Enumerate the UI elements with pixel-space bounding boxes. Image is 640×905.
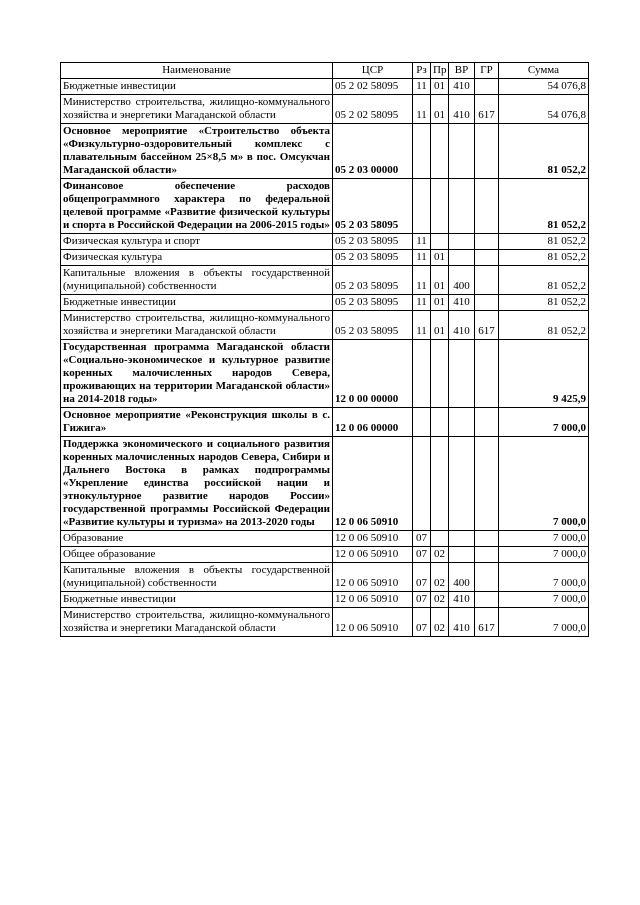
table-row xyxy=(61,608,589,637)
table-row xyxy=(61,340,589,408)
row-name: Физическая культура и спорт xyxy=(61,234,333,250)
row-gr xyxy=(475,340,499,408)
row-name: Общее образование xyxy=(61,547,333,563)
row-gr xyxy=(475,124,499,179)
header-pr: Пр xyxy=(431,63,449,79)
table-row xyxy=(61,547,589,563)
row-vr: 410 xyxy=(449,95,475,124)
header-row xyxy=(61,63,589,79)
table-row xyxy=(61,124,589,179)
row-sum: 9 425,9 xyxy=(499,340,589,408)
row-vr xyxy=(449,124,475,179)
row-sum: 81 052,2 xyxy=(499,179,589,234)
row-csr: 05 2 02 58095 xyxy=(333,79,413,95)
row-gr xyxy=(475,266,499,295)
row-rz: 11 xyxy=(413,234,431,250)
row-gr xyxy=(475,437,499,531)
row-name: Министерство строительства, жилищно-коммунального хозяйства и энергетики Магаданской области xyxy=(61,608,333,637)
table-body xyxy=(61,79,589,637)
row-gr: 617 xyxy=(475,95,499,124)
row-csr: 05 2 03 00000 xyxy=(333,124,413,179)
row-pr: 01 xyxy=(431,250,449,266)
row-csr: 12 0 00 00000 xyxy=(333,340,413,408)
header-csr: ЦСР xyxy=(333,63,413,79)
row-sum: 81 052,2 xyxy=(499,124,589,179)
row-gr xyxy=(475,408,499,437)
row-pr: 01 xyxy=(431,79,449,95)
row-rz xyxy=(413,179,431,234)
row-pr: 02 xyxy=(431,547,449,563)
row-csr: 12 0 06 50910 xyxy=(333,437,413,531)
row-rz xyxy=(413,340,431,408)
row-rz xyxy=(413,437,431,531)
row-pr xyxy=(431,437,449,531)
row-gr xyxy=(475,592,499,608)
row-sum: 7 000,0 xyxy=(499,608,589,637)
row-vr: 410 xyxy=(449,295,475,311)
row-gr xyxy=(475,531,499,547)
row-rz: 07 xyxy=(413,531,431,547)
row-sum: 7 000,0 xyxy=(499,437,589,531)
row-rz xyxy=(413,124,431,179)
row-vr xyxy=(449,408,475,437)
row-rz xyxy=(413,408,431,437)
row-rz: 11 xyxy=(413,266,431,295)
row-gr xyxy=(475,179,499,234)
row-pr xyxy=(431,124,449,179)
row-name: Бюджетные инвестиции xyxy=(61,592,333,608)
row-rz: 11 xyxy=(413,311,431,340)
budget-table xyxy=(60,62,589,637)
row-pr xyxy=(431,179,449,234)
row-name: Министерство строительства, жилищно-коммунального хозяйства и энергетики Магаданской области xyxy=(61,311,333,340)
row-sum: 54 076,8 xyxy=(499,79,589,95)
row-name: Финансовое обеспечение расходов общепрограммного характера по федеральной целевой программе «Развитие физической культуры и спорта в Российской Федерации на 2006-2015 годы» xyxy=(61,179,333,234)
table-row xyxy=(61,95,589,124)
row-rz: 07 xyxy=(413,608,431,637)
row-gr xyxy=(475,79,499,95)
row-rz: 07 xyxy=(413,563,431,592)
header-gr: ГР xyxy=(475,63,499,79)
row-csr: 12 0 06 00000 xyxy=(333,408,413,437)
row-vr xyxy=(449,234,475,250)
row-gr: 617 xyxy=(475,608,499,637)
header-sum: Сумма xyxy=(499,63,589,79)
row-pr xyxy=(431,408,449,437)
row-name: Бюджетные инвестиции xyxy=(61,79,333,95)
table-row xyxy=(61,531,589,547)
row-csr: 12 0 06 50910 xyxy=(333,608,413,637)
row-csr: 05 2 03 58095 xyxy=(333,179,413,234)
row-gr xyxy=(475,295,499,311)
row-pr xyxy=(431,340,449,408)
row-name: Образование xyxy=(61,531,333,547)
row-vr: 410 xyxy=(449,608,475,637)
table-row xyxy=(61,250,589,266)
row-pr: 02 xyxy=(431,563,449,592)
table-row xyxy=(61,295,589,311)
row-vr: 410 xyxy=(449,592,475,608)
row-sum: 81 052,2 xyxy=(499,266,589,295)
row-vr xyxy=(449,547,475,563)
row-name: Поддержка экономического и социального развития коренных малочисленных народов Севера, Сибири и Дальнего Востока в рамках подпрограммы «Укрепление единства российской нации и этнокультурное развитие народов России» государственной программы Российской Федерации «Развитие культуры и туризма» на 2013-2020 годы xyxy=(61,437,333,531)
header-vr: ВР xyxy=(449,63,475,79)
header-rz: Рз xyxy=(413,63,431,79)
row-sum: 7 000,0 xyxy=(499,563,589,592)
row-rz: 11 xyxy=(413,79,431,95)
row-name: Основное мероприятие «Реконструкция школы в с. Гижига» xyxy=(61,408,333,437)
row-pr: 01 xyxy=(431,95,449,124)
row-csr: 12 0 06 50910 xyxy=(333,592,413,608)
row-csr: 12 0 06 50910 xyxy=(333,547,413,563)
table-row xyxy=(61,563,589,592)
row-sum: 7 000,0 xyxy=(499,547,589,563)
row-name: Бюджетные инвестиции xyxy=(61,295,333,311)
header-name: Наименование xyxy=(61,63,333,79)
table-row xyxy=(61,437,589,531)
row-sum: 7 000,0 xyxy=(499,531,589,547)
row-vr xyxy=(449,531,475,547)
row-pr xyxy=(431,531,449,547)
row-csr: 05 2 03 58095 xyxy=(333,266,413,295)
row-vr: 410 xyxy=(449,79,475,95)
row-rz: 07 xyxy=(413,592,431,608)
row-csr: 05 2 03 58095 xyxy=(333,234,413,250)
row-vr xyxy=(449,250,475,266)
row-csr: 05 2 03 58095 xyxy=(333,311,413,340)
table-row xyxy=(61,592,589,608)
row-sum: 81 052,2 xyxy=(499,234,589,250)
row-vr xyxy=(449,179,475,234)
row-pr: 01 xyxy=(431,311,449,340)
row-sum: 54 076,8 xyxy=(499,95,589,124)
row-sum: 7 000,0 xyxy=(499,592,589,608)
row-pr: 01 xyxy=(431,266,449,295)
row-vr: 400 xyxy=(449,266,475,295)
row-sum: 7 000,0 xyxy=(499,408,589,437)
table-row xyxy=(61,234,589,250)
row-gr xyxy=(475,234,499,250)
row-name: Капитальные вложения в объекты государственной (муниципальной) собственности xyxy=(61,563,333,592)
row-sum: 81 052,2 xyxy=(499,295,589,311)
table-row xyxy=(61,408,589,437)
row-name: Основное мероприятие «Строительство объекта «Физкультурно-оздоровительный комплекс с плавательным бассейном 25×8,5 м» в пос. Омсукчан Магаданской области» xyxy=(61,124,333,179)
row-name: Государственная программа Магаданской области «Социально-экономическое и культурное развитие коренных малочисленных народов Севера, проживающих на территории Магаданской области» на 2014-2018 годы» xyxy=(61,340,333,408)
row-vr xyxy=(449,437,475,531)
row-name: Министерство строительства, жилищно-коммунального хозяйства и энергетики Магаданской области xyxy=(61,95,333,124)
row-gr xyxy=(475,547,499,563)
row-rz: 07 xyxy=(413,547,431,563)
row-pr xyxy=(431,234,449,250)
row-rz: 11 xyxy=(413,250,431,266)
row-gr: 617 xyxy=(475,311,499,340)
row-csr: 12 0 06 50910 xyxy=(333,563,413,592)
row-sum: 81 052,2 xyxy=(499,311,589,340)
row-csr: 05 2 02 58095 xyxy=(333,95,413,124)
row-csr: 05 2 03 58095 xyxy=(333,250,413,266)
row-vr xyxy=(449,340,475,408)
row-name: Капитальные вложения в объекты государственной (муниципальной) собственности xyxy=(61,266,333,295)
row-vr: 400 xyxy=(449,563,475,592)
row-gr xyxy=(475,563,499,592)
table-row xyxy=(61,179,589,234)
row-vr: 410 xyxy=(449,311,475,340)
row-gr xyxy=(475,250,499,266)
row-sum: 81 052,2 xyxy=(499,250,589,266)
table-row xyxy=(61,79,589,95)
row-csr: 12 0 06 50910 xyxy=(333,531,413,547)
row-rz: 11 xyxy=(413,95,431,124)
row-pr: 02 xyxy=(431,592,449,608)
row-csr: 05 2 03 58095 xyxy=(333,295,413,311)
row-name: Физическая культура xyxy=(61,250,333,266)
row-pr: 02 xyxy=(431,608,449,637)
row-pr: 01 xyxy=(431,295,449,311)
row-rz: 11 xyxy=(413,295,431,311)
table-row xyxy=(61,266,589,295)
table-row xyxy=(61,311,589,340)
